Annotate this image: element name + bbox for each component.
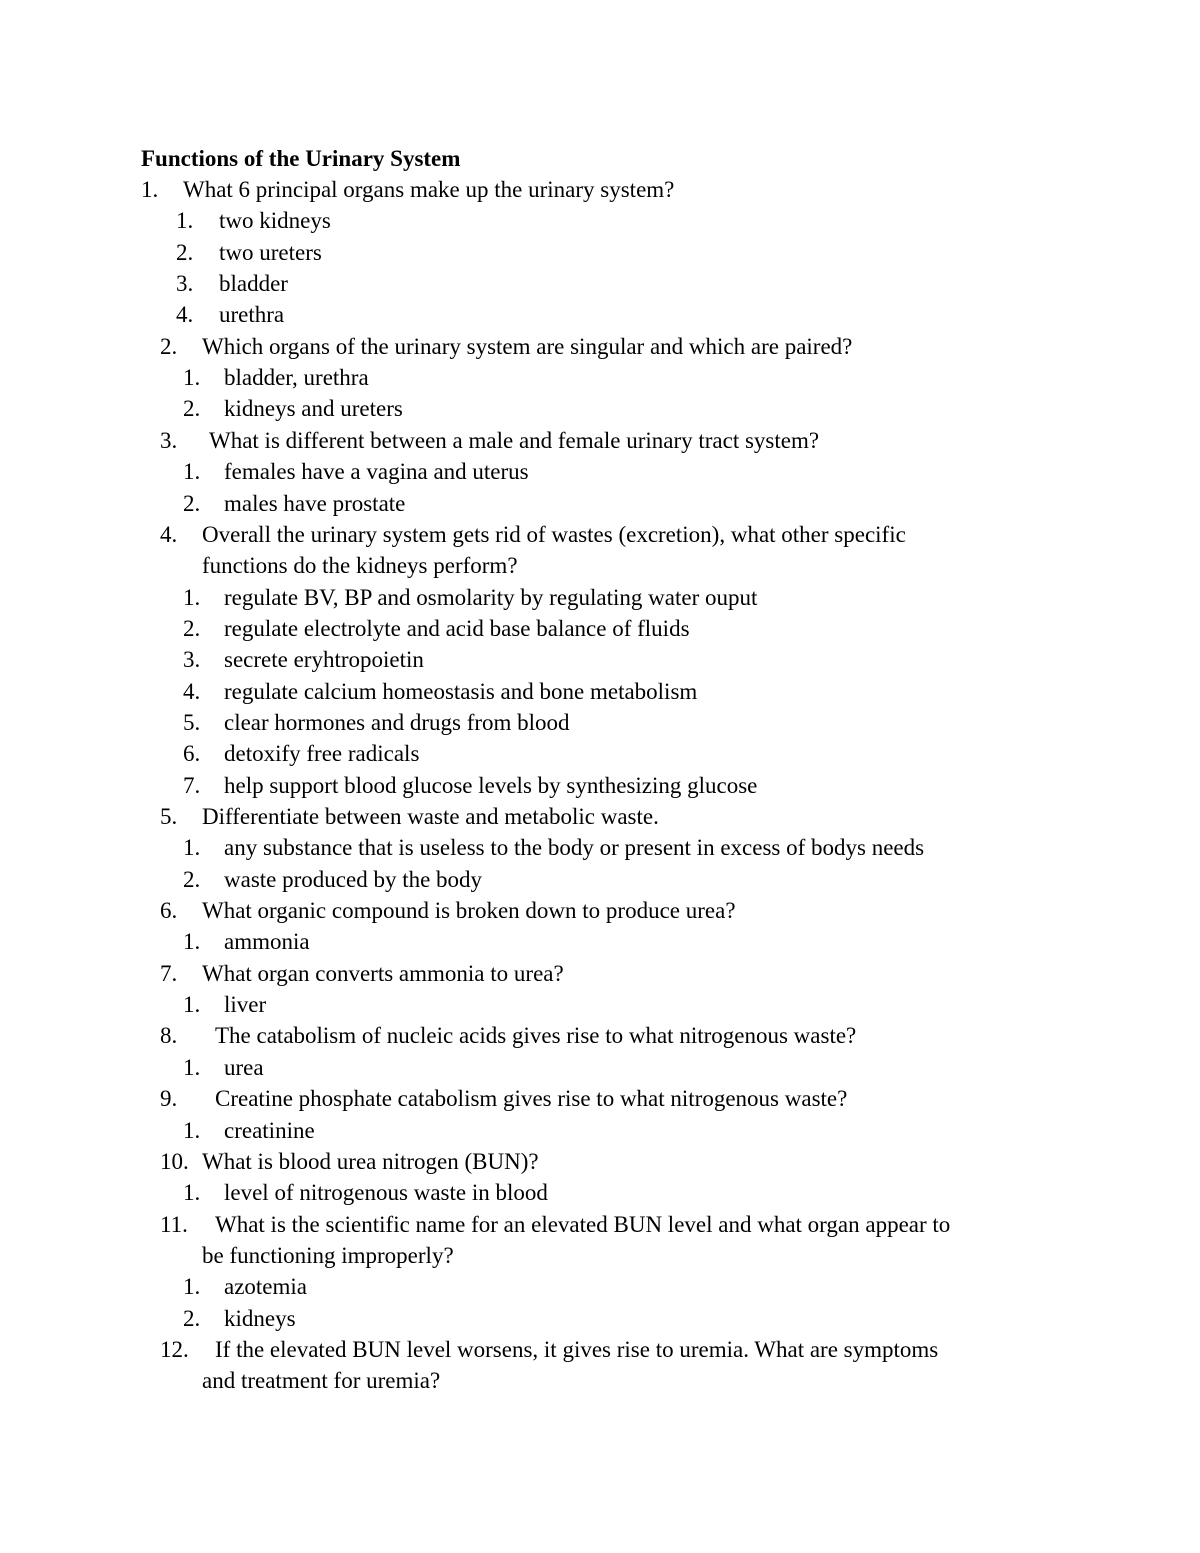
item-text: kidneys and ureters <box>224 396 403 421</box>
item-text: liver <box>224 992 267 1017</box>
item-text: Differentiate between waste and metabolic waste. <box>202 804 659 829</box>
item-number: 5. <box>183 710 201 735</box>
item-number: 1. <box>183 835 201 860</box>
item-number: 4. <box>176 302 194 327</box>
item-text: bladder, urethra <box>224 365 369 390</box>
item-text: urethra <box>219 302 285 327</box>
item-number: 3. <box>176 271 194 296</box>
item-text: and treatment for uremia? <box>202 1368 441 1393</box>
item-text: azotemia <box>224 1274 308 1299</box>
item-number: 8. <box>160 1023 178 1048</box>
item-number: 9. <box>160 1086 178 1111</box>
item-text: What is blood urea nitrogen (BUN)? <box>202 1149 539 1174</box>
item-text: What is different between a male and female urinary tract system? <box>209 428 820 453</box>
item-text: secrete eryhtropoietin <box>224 647 424 672</box>
item-number: 6. <box>160 898 178 923</box>
item-number: 1. <box>183 1274 201 1299</box>
item-text: males have prostate <box>224 491 406 516</box>
item-number: 10. <box>160 1149 189 1174</box>
item-number: 1. <box>183 365 201 390</box>
item-text: What is the scientific name for an elevated BUN level and what organ appear to <box>215 1212 951 1237</box>
item-text: creatinine <box>224 1118 315 1143</box>
item-number: 1. <box>183 1118 201 1143</box>
page-title: Functions of the Urinary System <box>141 146 461 171</box>
item-text: waste produced by the body <box>224 867 483 892</box>
item-number: 1. <box>141 177 159 202</box>
item-text: regulate electrolyte and acid base balance of fluids <box>224 616 690 641</box>
item-text: Which organs of the urinary system are singular and which are paired? <box>202 334 853 359</box>
item-number: 2. <box>183 491 201 516</box>
item-text: kidneys <box>224 1306 296 1331</box>
item-text: two ureters <box>219 240 322 265</box>
item-number: 2. <box>183 396 201 421</box>
item-text: functions do the kidneys perform? <box>202 553 518 578</box>
item-text: Creatine phosphate catabolism gives rise to what nitrogenous waste? <box>215 1086 848 1111</box>
item-text: Overall the urinary system gets rid of wastes (excretion), what other specific <box>202 522 906 547</box>
item-text: help support blood glucose levels by synthesizing glucose <box>224 773 758 798</box>
item-number: 1. <box>183 1055 201 1080</box>
item-text: regulate BV, BP and osmolarity by regulating water ouput <box>224 585 758 610</box>
item-number: 4. <box>160 522 178 547</box>
item-text: level of nitrogenous waste in blood <box>224 1180 548 1205</box>
item-number: 6. <box>183 741 201 766</box>
item-text: What organic compound is broken down to produce urea? <box>202 898 736 923</box>
item-text: bladder <box>219 271 288 296</box>
item-text: clear hormones and drugs from blood <box>224 710 570 735</box>
item-text: ammonia <box>224 929 310 954</box>
item-number: 11. <box>160 1212 188 1237</box>
item-number: 2. <box>176 240 194 265</box>
item-number: 1. <box>183 585 201 610</box>
item-number: 1. <box>183 929 201 954</box>
item-text: detoxify free radicals <box>224 741 420 766</box>
item-text: two kidneys <box>219 208 331 233</box>
item-text: The catabolism of nucleic acids gives rise to what nitrogenous waste? <box>215 1023 857 1048</box>
item-text: regulate calcium homeostasis and bone metabolism <box>224 679 698 704</box>
item-number: 5. <box>160 804 178 829</box>
item-number: 1. <box>176 208 194 233</box>
item-number: 2. <box>183 867 201 892</box>
item-number: 1. <box>183 1180 201 1205</box>
item-number: 3. <box>183 647 201 672</box>
item-number: 1. <box>183 992 201 1017</box>
item-text: If the elevated BUN level worsens, it gives rise to uremia. What are symptoms <box>215 1337 939 1362</box>
item-number: 2. <box>183 616 201 641</box>
item-text: be functioning improperly? <box>202 1243 454 1268</box>
item-number: 2. <box>183 1306 201 1331</box>
item-text: urea <box>224 1055 264 1080</box>
item-text: What 6 principal organs make up the urinary system? <box>183 177 675 202</box>
item-text: females have a vagina and uterus <box>224 459 529 484</box>
item-number: 7. <box>160 961 178 986</box>
item-number: 1. <box>183 459 201 484</box>
item-number: 7. <box>183 773 201 798</box>
item-text: What organ converts ammonia to urea? <box>202 961 564 986</box>
item-number: 4. <box>183 679 201 704</box>
item-number: 3. <box>160 428 178 453</box>
item-number: 2. <box>160 334 178 359</box>
item-text: any substance that is useless to the body or present in excess of bodys needs <box>224 835 925 860</box>
item-number: 12. <box>160 1337 189 1362</box>
